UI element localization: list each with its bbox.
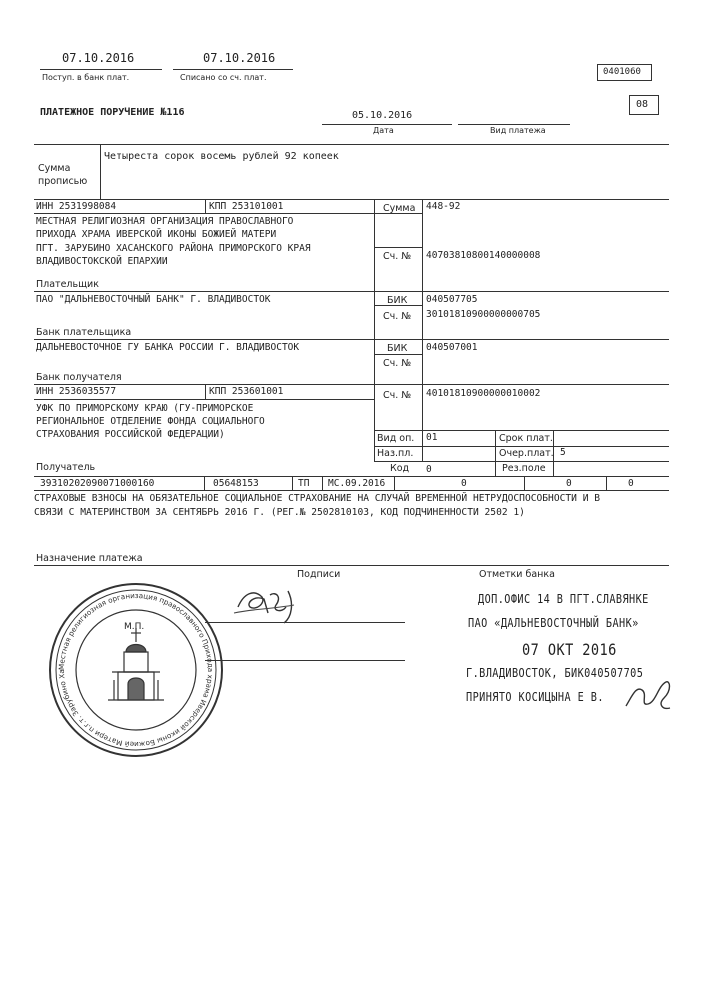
payer-bank-name: ПАО "ДАЛЬНЕВОСТОЧНЫЙ БАНК" Г. ВЛАДИВОСТОК <box>36 294 271 305</box>
bank-stamp-line-4: Г.ВЛАДИВОСТОК, БИК040507705 <box>466 666 644 680</box>
payer-name-line-1: МЕСТНАЯ РЕЛИГИОЗНАЯ ОРГАНИЗАЦИЯ ПРАВОСЛАВНОГО <box>36 216 294 227</box>
payer-bank-account-label: Сч. № <box>383 311 412 322</box>
payer-bank-bik-label: БИК <box>387 295 408 306</box>
payer-name-line-2: ПРИХОДА ХРАМА ИВЕРСКОЙ ИКОНЫ БОЖИЕЙ МАТЕРИ <box>36 229 277 240</box>
tax-type: 0 <box>628 478 634 489</box>
tax-oktmo: 05648153 <box>213 478 259 489</box>
tax-kbk: 39310202090071000160 <box>40 478 155 489</box>
payer-account: 40703810800140000008 <box>426 250 541 261</box>
bank-stamp-line-5: ПРИНЯТО КОСИЦЫНА Е В. <box>466 690 604 704</box>
payer-amount-label: Сумма <box>383 203 416 214</box>
payee-kpp: КПП 253601001 <box>209 386 284 397</box>
reserve-label: Рез.поле <box>502 463 546 474</box>
priority-label: Очер.плат. <box>499 448 554 459</box>
date-debited-label: Списано со сч. плат. <box>180 73 267 82</box>
payee-label: Получатель <box>36 462 96 473</box>
op-type: 01 <box>426 432 438 443</box>
date-received: 07.10.2016 <box>62 51 135 65</box>
bank-stamp-line-1: ДОП.ОФИС 14 В ПГТ.СЛАВЯНКЕ <box>478 592 649 606</box>
bank-stamp-date: 07 ОКТ 2016 <box>522 640 617 659</box>
page-title: ПЛАТЕЖНОЕ ПОРУЧЕНИЕ №116 <box>40 107 185 118</box>
document-date: 05.10.2016 <box>352 110 413 121</box>
payer-inn: ИНН 2531998084 <box>36 201 117 212</box>
payer-bank-bik: 040507705 <box>426 294 478 305</box>
svg-text:Местная религиозная организаци: Местная религиозная организация православного Прихода храма Иверской иконы Божией Матери п.г.т. Зарубино Ха <box>56 590 216 750</box>
purpose-label: Назначение платежа <box>36 553 143 564</box>
date-received-label: Поступ. в банк плат. <box>42 73 130 82</box>
payer-kpp: КПП 253101001 <box>209 201 284 212</box>
signature-scribble <box>232 583 302 625</box>
seal-mp: М.П. <box>124 622 145 632</box>
payee-bank-name: ДАЛЬНЕВОСТОЧНОЕ ГУ БАНКА РОССИИ Г. ВЛАДИВОСТОК <box>36 342 300 353</box>
bank-marks-label: Отметки банка <box>479 569 555 580</box>
payment-type-label: Вид платежа <box>490 126 546 135</box>
code-label: Код <box>390 463 410 474</box>
payer-account-label: Сч. № <box>383 251 412 262</box>
payer-amount: 448-92 <box>426 201 461 212</box>
payee-bank-account-label: Сч. № <box>383 358 412 369</box>
form-code: 0401060 <box>603 67 641 77</box>
payee-account-label: Сч. № <box>383 390 412 401</box>
purpose-code-label: Наз.пл. <box>377 448 414 459</box>
payee-name-line-1: УФК ПО ПРИМОРСКОМУ КРАЮ (ГУ-ПРИМОРСКОЕ <box>36 403 254 414</box>
tax-basis: ТП <box>298 478 310 489</box>
amount-words-label-2: прописью <box>38 176 88 187</box>
priority: 5 <box>560 447 566 458</box>
payee-account: 40101810900000010002 <box>426 388 541 399</box>
payer-bank-label: Банк плательщика <box>36 327 132 338</box>
tax-period: МС.09.2016 <box>328 478 386 489</box>
tax-doc-date: 0 <box>566 478 572 489</box>
amount-words: Четыреста сорок восемь рублей 92 копеек <box>104 151 339 162</box>
payee-bank-bik: 040507001 <box>426 342 478 353</box>
code: 0 <box>426 464 432 475</box>
signatures-label: Подписи <box>297 569 341 580</box>
bank-stamp-line-2: ПАО «ДАЛЬНЕВОСТОЧНЫЙ БАНК» <box>468 616 639 630</box>
document-date-label: Дата <box>373 126 394 135</box>
payee-bank-bik-label: БИК <box>387 343 408 354</box>
pay-term-label: Срок плат. <box>499 433 553 444</box>
tax-doc-number: 0 <box>461 478 467 489</box>
payee-inn: ИНН 2536035577 <box>36 386 117 397</box>
payee-bank-label: Банк получателя <box>36 372 122 383</box>
date-debited: 07.10.2016 <box>203 51 276 65</box>
purpose-line-2: СВЯЗИ С МАТЕРИНСТВОМ ЗА СЕНТЯБРЬ 2016 Г. (РЕГ.№ 2502810103, КОД ПОДЧИНЕННОСТИ 2502 1) <box>34 507 525 518</box>
payee-name-line-2: РЕГИОНАЛЬНОЕ ОТДЕЛЕНИЕ ФОНДА СОЦИАЛЬНОГО <box>36 416 265 427</box>
payee-name-line-3: СТРАХОВАНИЯ РОССИЙСКОЙ ФЕДЕРАЦИИ) <box>36 429 225 440</box>
payer-name-line-3: ПГТ. ЗАРУБИНО ХАСАНСКОГО РАЙОНА ПРИМОРСКОГО КРАЯ <box>36 243 311 254</box>
payer-bank-account: 30101810900000000705 <box>426 309 541 320</box>
payer-name-line-4: ВЛАДИВОСТОКСКОЙ ЕПАРХИИ <box>36 256 168 267</box>
bank-clerk-signature <box>622 676 674 716</box>
organization-seal <box>46 580 226 760</box>
op-type-label: Вид оп. <box>377 433 415 444</box>
status-code: 08 <box>636 99 649 110</box>
payer-label: Плательщик <box>36 279 99 290</box>
purpose-line-1: СТРАХОВЫЕ ВЗНОСЫ НА ОБЯЗАТЕЛЬНОЕ СОЦИАЛЬНОЕ СТРАХОВАНИЕ НА СЛУЧАЙ ВРЕМЕННОЙ НЕТРУДОСПОСОБНОСТИ И В <box>34 493 601 504</box>
amount-words-label-1: Сумма <box>38 163 71 174</box>
